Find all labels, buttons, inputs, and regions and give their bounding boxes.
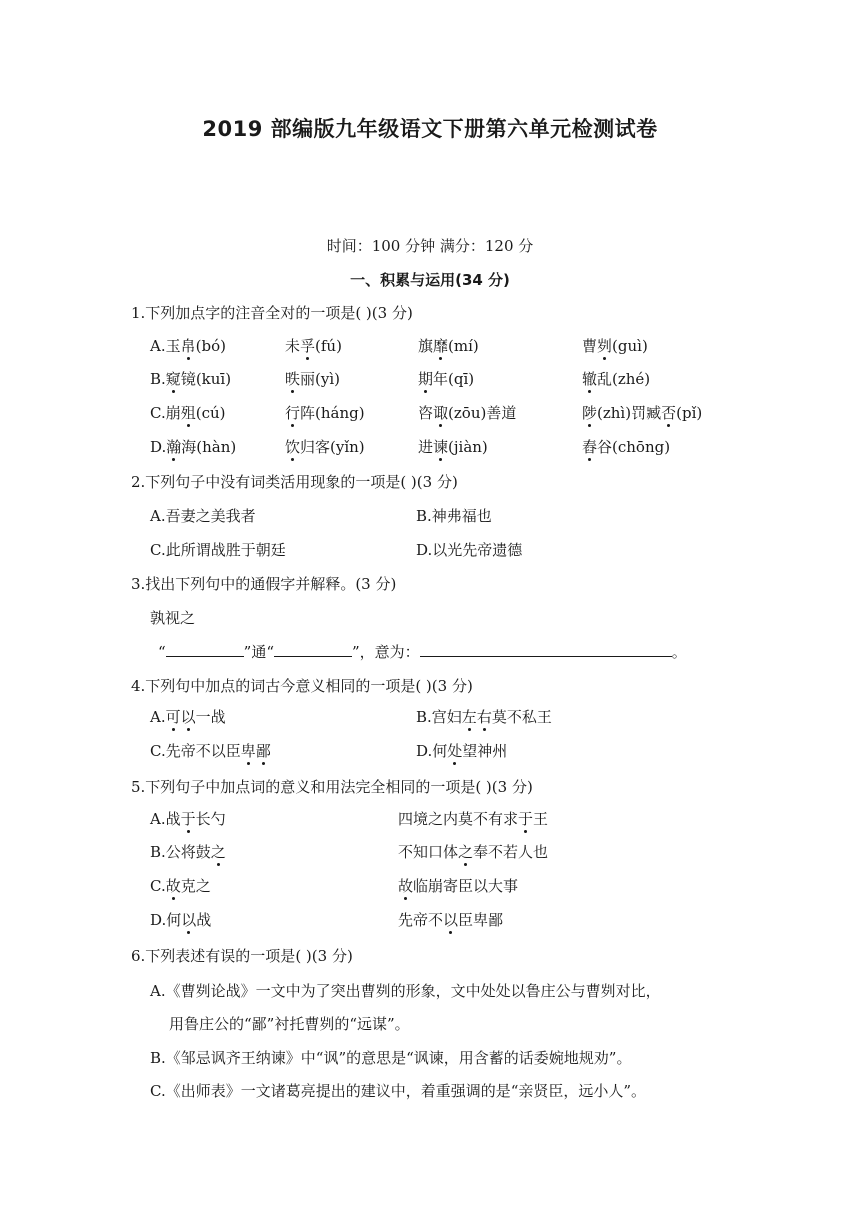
question-4-stem: 4.下列句中加点的词古今意义相同的一项是( )(3 分) <box>131 677 473 695</box>
emphasis-char: 窥 <box>165 370 181 388</box>
emphasis-char: 左 <box>461 708 477 726</box>
question-5-option-d-right: 先帝不以臣卑鄙 <box>398 911 504 929</box>
emphasis-char: 以 <box>181 911 197 929</box>
question-1-option-d-item-3: 进谏(jiàn) <box>418 438 488 456</box>
question-5-stem: 5.下列句子中加点词的意义和用法完全相同的一项是( )(3 分) <box>131 778 533 796</box>
question-1-option-c-item-3: 咨诹(zōu)善道 <box>418 404 517 422</box>
question-5-option-a-right: 四境之内莫不有求于王 <box>398 810 549 828</box>
emphasis-char: 以 <box>443 911 459 929</box>
question-1-option-d-item-4: 舂谷(chōng) <box>582 438 671 456</box>
emphasis-char: 可 <box>165 708 181 726</box>
emphasis-char: 靡 <box>433 337 449 355</box>
emphasis-char: 故 <box>165 877 181 895</box>
question-4-option-b: B.宫妇左右莫不私王 <box>416 708 552 726</box>
emphasis-char: 刿 <box>597 337 613 355</box>
question-6-option-a-line1: A.《曹刿论战》一文中为了突出曹刿的形象，文中处处以鲁庄公与曹刿对比， <box>150 982 661 1000</box>
question-2-option-c: C.此所谓战胜于朝廷 <box>150 541 286 559</box>
question-6-option-c: C.《出师表》一文诸葛亮提出的建议中，着重强调的是“亲贤臣，远小人”。 <box>150 1082 647 1100</box>
emphasis-char: 之 <box>210 843 226 861</box>
emphasis-char: 鄙 <box>255 742 271 760</box>
tong-text: ”通“ <box>243 643 275 661</box>
question-1-option-a-item-2: 未孚(fú) <box>285 337 342 355</box>
question-6-stem: 6.下列表述有误的一项是( )(3 分) <box>131 947 353 965</box>
meaning-text: ”，意为： <box>352 643 420 661</box>
emphasis-char: 故 <box>398 877 414 895</box>
page-title: 2019 部编版九年级语文下册第六单元检测试卷 <box>202 117 658 141</box>
question-1-option-c-item-2: 行阵(háng) <box>285 404 365 422</box>
question-5-option-b-left: B.公将鼓之 <box>150 843 226 861</box>
emphasis-char: 行 <box>285 404 301 422</box>
question-1-option-b-item-3: 期年(qī) <box>418 370 475 388</box>
emphasis-char: 卑 <box>240 742 256 760</box>
question-1-option-d-item-1: D.瀚海(hàn) <box>150 438 237 456</box>
question-4-option-a: A.可以一战 <box>150 708 226 726</box>
emphasis-char: 之 <box>458 843 474 861</box>
question-2-option-d: D.以光先帝遗德 <box>416 541 523 559</box>
open-quote: “ <box>158 643 166 661</box>
question-2-option-a: A.吾妻之美我者 <box>150 507 256 525</box>
question-6-option-b: B.《邹忌讽齐王纳谏》中“讽”的意思是“讽谏，用含蓄的话委婉地规劝”。 <box>150 1049 632 1067</box>
emphasis-char: 舂 <box>582 438 598 456</box>
emphasis-char: 饮 <box>285 438 301 456</box>
emphasis-char: 帛 <box>180 337 196 355</box>
question-1-option-b-item-4: 辙乱(zhé) <box>582 370 651 388</box>
blank-meaning[interactable] <box>420 642 672 657</box>
section-heading: 一、积累与运用(34 分) <box>350 271 510 289</box>
question-2-stem: 2.下列句子中没有词类活用现象的一项是( )(3 分) <box>131 473 458 491</box>
blank-borrowed-char[interactable] <box>274 642 352 657</box>
question-1-option-a-item-1: A.玉帛(bó) <box>150 337 226 355</box>
question-4-option-c: C.先帝不以臣卑鄙 <box>150 742 271 760</box>
emphasis-char: 于 <box>518 810 534 828</box>
emphasis-char: 否 <box>661 404 677 422</box>
emphasis-char: 瀚 <box>166 438 182 456</box>
question-1-option-a-item-4: 曹刿(guì) <box>582 337 648 355</box>
question-1-option-a-item-3: 旗靡(mí) <box>418 337 479 355</box>
emphasis-char: 诹 <box>433 404 449 422</box>
emphasis-char: 昳 <box>285 370 301 388</box>
emphasis-char: 辙 <box>582 370 598 388</box>
emphasis-char: 陟 <box>582 404 598 422</box>
emphasis-char: 谏 <box>433 438 449 456</box>
question-3-sentence: 孰视之 <box>150 609 196 627</box>
question-1-option-c-item-1: C.崩殂(cú) <box>150 404 226 422</box>
emphasis-char: 处 <box>447 742 463 760</box>
question-3-stem: 3.找出下列句中的通假字并解释。(3 分) <box>131 575 397 593</box>
question-5-option-c-right: 故临崩寄臣以大事 <box>398 877 519 895</box>
emphasis-char: 期 <box>418 370 434 388</box>
question-5-option-a-left: A.战于长勺 <box>150 810 226 828</box>
period: 。 <box>671 643 687 661</box>
emphasis-char: 于 <box>180 810 196 828</box>
question-4-option-d: D.何处望神州 <box>416 742 508 760</box>
question-2-option-b: B.神弗福也 <box>416 507 492 525</box>
question-5-option-c-left: C.故克之 <box>150 877 211 895</box>
question-1-stem: 1.下列加点字的注音全对的一项是( )(3 分) <box>131 304 413 322</box>
emphasis-char: 以 <box>180 708 196 726</box>
exam-meta: 时间：100 分钟 满分：120 分 <box>326 237 534 255</box>
question-5-option-b-right: 不知口体之奉不若人也 <box>398 843 549 861</box>
emphasis-char: 右 <box>476 708 492 726</box>
emphasis-char: 孚 <box>300 337 316 355</box>
blank-original-char[interactable] <box>166 642 244 657</box>
question-3-answer-line <box>158 642 687 662</box>
question-5-option-d-left: D.何以战 <box>150 911 212 929</box>
emphasis-char: 殂 <box>180 404 196 422</box>
question-1-option-b-item-2: 昳丽(yì) <box>285 370 340 388</box>
question-1-option-b-item-1: B.窥镜(kuī) <box>150 370 232 388</box>
question-1-option-c-item-4: 陟(zhì)罚臧否(pǐ) <box>582 404 703 422</box>
question-1-option-d-item-2: 饮归客(yǐn) <box>285 438 365 456</box>
question-6-option-a-line2: 用鲁庄公的“鄙”衬托曹刿的“远谋”。 <box>169 1015 410 1033</box>
